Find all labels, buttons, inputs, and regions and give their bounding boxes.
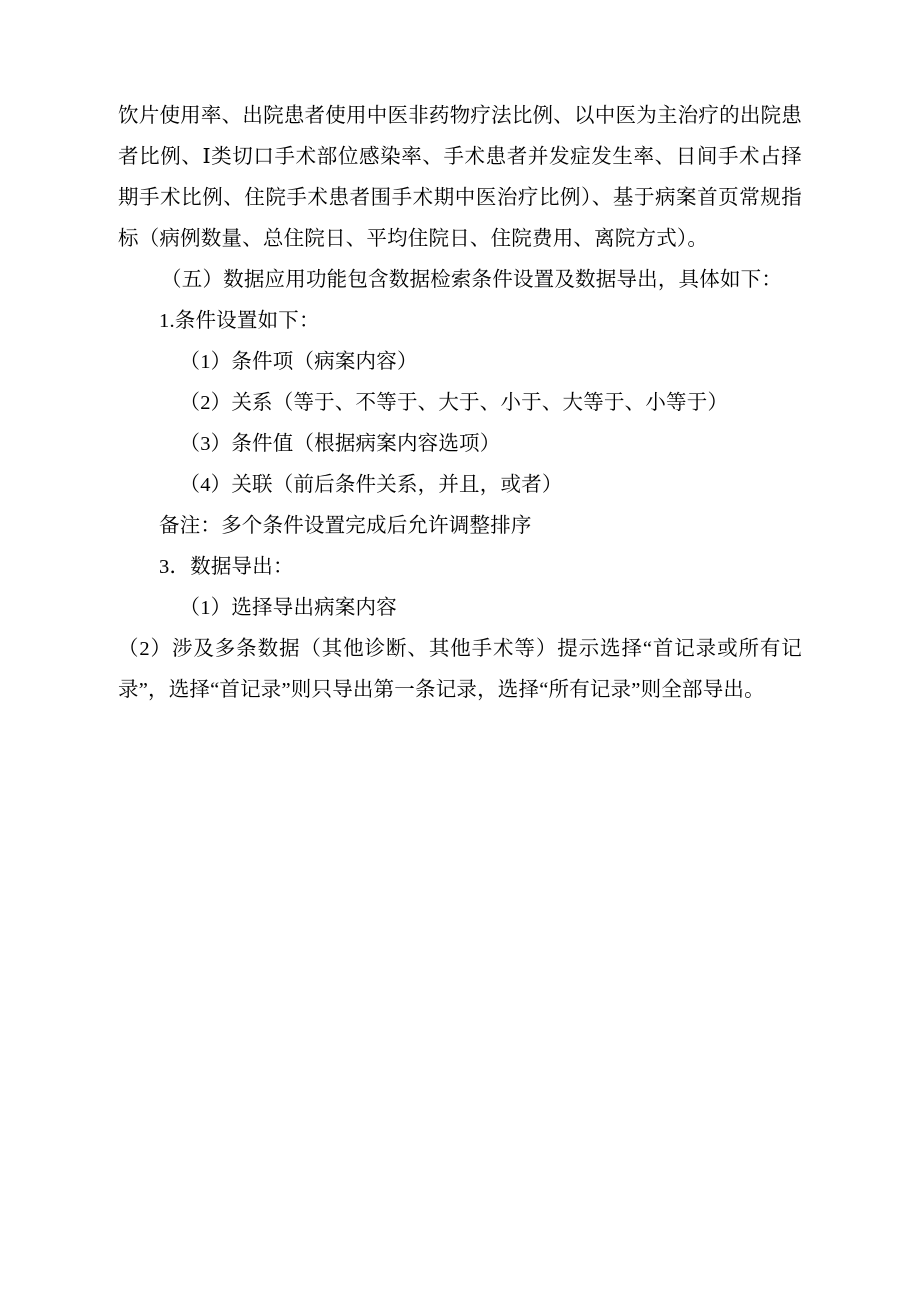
paragraph-section-five: （五）数据应用功能包含数据检索条件设置及数据导出，具体如下：: [161, 269, 783, 291]
paragraph-condition-link: （4）关联（前后条件关系，并且，或者）: [179, 474, 563, 496]
paragraph-export-multi-record: （2）涉及多条数据（其他诊断、其他手术等）提示选择“首记录或所有记录”，选择“首记录”则只导出第一条记录，选择“所有记录”则全部导出。: [118, 638, 802, 701]
paragraph-remark: 备注：多个条件设置完成后允许调整排序: [159, 515, 532, 537]
paragraph-condition-settings-heading: 1.条件设置如下：: [159, 310, 320, 332]
paragraph-condition-value: （3）条件值（根据病案内容选项）: [179, 433, 501, 455]
document-body: [118, 96, 802, 711]
paragraph-condition-item: （1）条件项（病案内容）: [179, 351, 418, 373]
paragraph-condition-relation: （2）关系（等于、不等于、大于、小于、大等于、小等于）: [179, 392, 729, 414]
paragraph-data-export-heading: 3．数据导出：: [159, 556, 294, 578]
paragraph-indicators-list: 饮片使用率、出院患者使用中医非药物疗法比例、以中医为主治疗的出院患者比例、Ⅰ类切口手术部位感染率、手术患者并发症发生率、日间手术占择期手术比例、住院手术患者围手术期中医治疗比例）、基于病案首页常规指标（病例数量、总住院日、平均住院日、住院费用、离院方式）。: [118, 105, 802, 250]
paragraph-export-select-content: （1）选择导出病案内容: [179, 597, 397, 619]
